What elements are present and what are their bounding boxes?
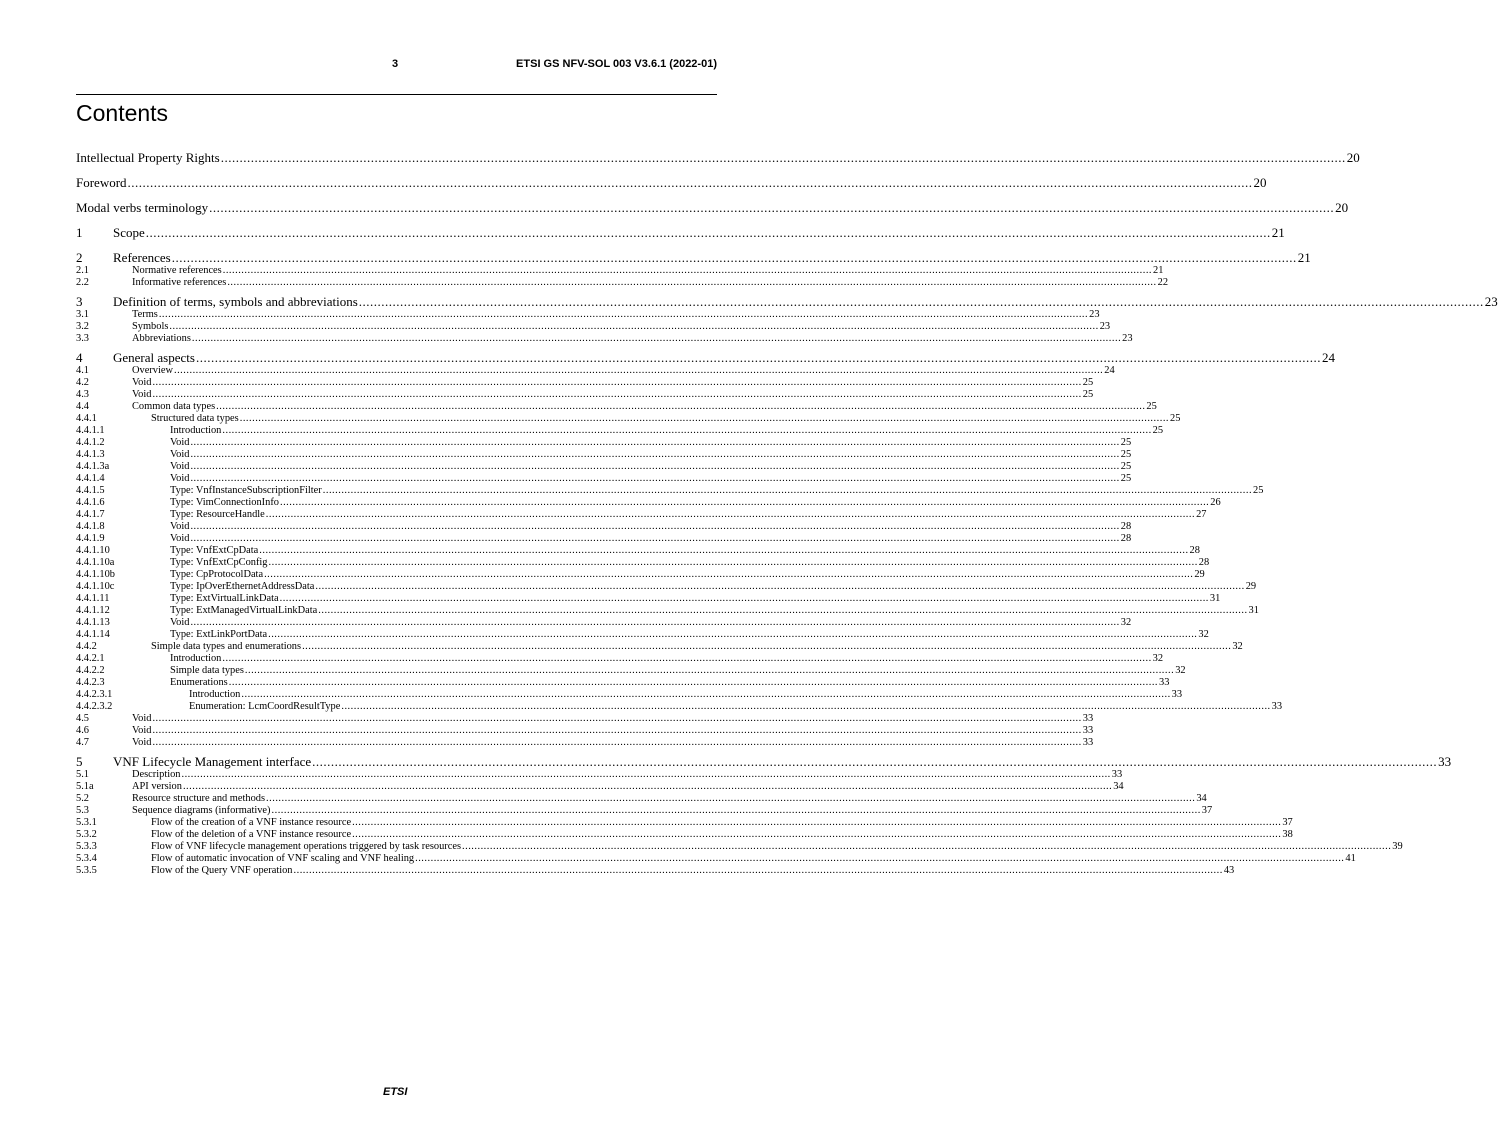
toc-entry[interactable] [76,294,1498,309]
toc-leader-dots: ............................................................................................................................................................................................................................................................................................................ [190,437,1120,448]
toc-leader-dots: ............................................................................................................................................................................................................................................................................................................ [279,497,1210,508]
toc-leader-dots: ............................................................................................................................................................................................................................................................................................................ [152,737,1082,748]
toc-entry-number: 4.4.1.3a [76,461,110,472]
toc-entry-page: 25 [1120,437,1132,448]
toc-entry-title: Void [170,437,190,448]
toc-entry[interactable] [76,225,1285,240]
toc-entry-number: 2 [76,250,83,265]
toc-leader-dots: ............................................................................................................................................................................................................................................................................................................ [341,701,1271,712]
toc-entry-title: API version [132,781,182,792]
toc-leader-dots: ............................................................................................................................................................................................................................................................................................................ [152,377,1082,388]
toc-entry-number: 5.3.2 [76,829,97,840]
page-number: 3 [392,58,399,70]
toc-entry-page: 23 [1484,294,1498,309]
toc-entry-page: 31 [1248,605,1259,616]
toc-entry-page: 41 [1345,853,1356,864]
toc-entry-page: 21 [1297,250,1311,265]
toc-entry-page: 25 [1120,461,1132,472]
toc-entry-number: 4.4.2.3.2 [76,701,113,712]
toc-entry-number: 4.4.1.4 [76,473,105,484]
toc-entry-number: 2.2 [76,277,89,288]
toc-entry[interactable] [76,557,1210,569]
toc-entry-page: 34 [1113,781,1124,792]
toc-entry[interactable] [76,701,1283,713]
toc-leader-dots: ............................................................................................................................................................................................................................................................................................................ [190,533,1120,544]
toc-entry[interactable] [76,389,1094,401]
toc-entry[interactable] [76,150,1360,165]
toc-leader-dots: ............................................................................................................................................................................................................................................................................................................ [228,677,1159,688]
toc-leader-dots: ............................................................................................................................................................................................................................................................................................................ [173,365,1104,376]
toc-leader-dots: ............................................................................................................................................................................................................................................................................................................ [462,841,1392,852]
toc-leader-dots: ............................................................................................................................................................................................................................................................................................................ [190,521,1120,532]
toc-entry[interactable] [76,521,1132,533]
toc-entry[interactable] [76,865,1235,877]
toc-entry[interactable] [76,641,1243,653]
toc-entry-number: 4.4.2.3.1 [76,689,113,700]
toc-entry-title: Void [170,533,190,544]
toc-entry-page: 33 [1111,769,1123,780]
toc-entry[interactable] [76,593,1221,605]
toc-entry[interactable] [76,533,1132,545]
toc-entry-number: 4.4.1.7 [76,509,105,520]
toc-entry-number: 5.3.3 [76,841,97,852]
toc-entry[interactable] [76,617,1132,629]
footer-etsi: ETSI [383,1086,408,1098]
toc-leader-dots: ............................................................................................................................................................................................................................................................................................................ [264,569,1194,580]
toc-leader-dots: ............................................................................................................................................................................................................................................................................................................ [293,865,1223,876]
toc-entry[interactable] [76,321,1111,333]
toc-entry[interactable] [76,401,1157,413]
toc-entry-title: General aspects [113,350,195,365]
toc-entry-page: 23 [1099,321,1111,332]
toc-leader-dots: ............................................................................................................................................................................................................................................................................................................ [181,769,1111,780]
toc-entry-page: 39 [1392,841,1403,852]
toc-entry-number: 4.4.2 [76,641,97,652]
toc-entry-title: Foreword [76,175,127,190]
toc-entry-page: 33 [1438,754,1452,769]
toc-entry-title: Void [170,617,190,628]
toc-leader-dots: ............................................................................................................................................................................................................................................................................................................ [322,485,1253,496]
toc-entry-number: 4.4.1.8 [76,521,105,532]
toc-entry-number: 4.4.2.3 [76,677,105,688]
toc-entry[interactable] [76,350,1335,365]
toc-entry-number: 4.4.1.11 [76,593,110,604]
toc-entry[interactable] [76,725,1094,737]
toc-entry-page: 37 [1282,817,1293,828]
toc-entry-number: 4.4.1 [76,413,97,424]
toc-entry[interactable] [76,437,1132,449]
toc-entry-title: Scope [113,225,145,240]
toc-entry[interactable] [76,853,1356,865]
toc-leader-dots: ............................................................................................................................................................................................................................................................................................................ [241,689,1171,700]
toc-entry-title: Void [170,461,190,472]
toc-leader-dots: ............................................................................................................................................................................................................................................................................................................ [312,754,1438,769]
toc-entry-number: 3.3 [76,333,89,344]
toc-entry-number: 4.5 [76,713,89,724]
toc-entry-title: Void [132,389,152,400]
toc-leader-dots: ............................................................................................................................................................................................................................................................................................................ [209,200,1335,215]
toc-entry-title: Void [170,473,190,484]
toc-entry-title: Void [132,725,152,736]
toc-entry-number: 5.2 [76,793,89,804]
toc-entry-page: 33 [1082,737,1094,748]
toc-entry-number: 3.2 [76,321,89,332]
toc-entry-page: 20 [1346,150,1360,165]
toc-entry-page: 43 [1223,865,1235,876]
toc-entry-number: 4.4.2.2 [76,665,105,676]
toc-entry-page: 24 [1321,350,1335,365]
toc-entry-number: 4.4.1.6 [76,497,105,508]
toc-leader-dots: ............................................................................................................................................................................................................................................................................................................ [259,545,1189,556]
toc-entry-title: Type: CpProtocolData [170,569,264,580]
toc-entry-title: Void [132,377,152,388]
toc-entry-title: Introduction [189,689,241,700]
toc-entry-page: 25 [1170,413,1181,424]
toc-entry[interactable] [76,200,1349,215]
toc-entry[interactable] [76,413,1181,425]
toc-leader-dots: ............................................................................................................................................................................................................................................................................................................ [191,333,1122,344]
toc-leader-dots: ............................................................................................................................................................................................................................................................................................................ [271,805,1201,816]
toc-entry[interactable] [76,365,1115,377]
toc-leader-dots: ............................................................................................................................................................................................................................................................................................................ [195,350,1321,365]
toc-entry[interactable] [76,175,1267,190]
toc-entry[interactable] [76,277,1169,289]
toc-entry-number: 4.4.1.10a [76,557,115,568]
toc-entry[interactable] [76,461,1132,473]
toc-leader-dots: ............................................................................................................................................................................................................................................................................................................ [152,389,1082,400]
toc-leader-dots: ............................................................................................................................................................................................................................................................................................................ [182,781,1113,792]
toc-entry-page: 29 [1194,569,1205,580]
toc-entry-title: Description [132,769,181,780]
toc-entry-page: 25 [1152,425,1164,436]
toc-entry-number: 4.4.1.10b [76,569,115,580]
toc-leader-dots: ............................................................................................................................................................................................................................................................................................................ [315,581,1245,592]
toc-entry-title: Flow of the deletion of a VNF instance resource [151,829,352,840]
toc-leader-dots: ............................................................................................................................................................................................................................................................................................................ [222,653,1152,664]
toc-entry-title: VNF Lifecycle Management interface [113,754,312,769]
toc-entry[interactable] [76,805,1213,817]
toc-leader-dots: ............................................................................................................................................................................................................................................................................................................ [220,150,1346,165]
toc-entry-number: 4.4.1.5 [76,485,105,496]
toc-entry-title: Sequence diagrams (informative) [132,805,271,816]
toc-entry[interactable] [76,333,1133,345]
toc-entry-title: Terms [132,309,158,320]
toc-entry[interactable] [76,829,1293,841]
toc-entry-page: 26 [1210,497,1221,508]
toc-leader-dots: ............................................................................................................................................................................................................................................................................................................ [239,413,1170,424]
toc-entry-title: Enumerations [170,677,228,688]
toc-entry-title: Type: VimConnectionInfo [170,497,279,508]
toc-entry-page: 37 [1201,805,1213,816]
toc-entry[interactable] [76,485,1264,497]
toc-entry[interactable] [76,497,1221,509]
document-id: ETSI GS NFV-SOL 003 V3.6.1 (2022-01) [516,58,717,70]
toc-entry-title: Modal verbs terminology [76,200,209,215]
toc-entry-number: 3 [76,294,83,309]
toc-entry-title: Void [132,713,152,724]
toc-entry-number: 4.4.1.12 [76,605,110,616]
toc-entry[interactable] [76,509,1207,521]
toc-entry-title: Structured data types [151,413,239,424]
toc-entry-title: Flow of the Query VNF operation [151,865,293,876]
toc-entry-page: 28 [1120,521,1132,532]
toc-entry[interactable] [76,569,1205,581]
toc-entry-page: 25 [1253,485,1264,496]
toc-leader-dots: ............................................................................................................................................................................................................................................................................................................ [127,175,1253,190]
toc-entry[interactable] [76,545,1200,557]
toc-entry-title: Abbreviations [132,333,191,344]
toc-entry-title: Type: ExtManagedVirtualLinkData [170,605,318,616]
toc-entry-page: 24 [1104,365,1115,376]
toc-entry-page: 29 [1245,581,1257,592]
toc-entry-title: Type: VnfExtCpConfig [170,557,268,568]
toc-entry[interactable] [76,781,1124,793]
toc-leader-dots: ............................................................................................................................................................................................................................................................................................................ [171,250,1297,265]
toc-entry-page: 32 [1232,641,1243,652]
toc-entry-page: 31 [1209,593,1221,604]
toc-leader-dots: ............................................................................................................................................................................................................................................................................................................ [415,853,1345,864]
toc-entry[interactable] [76,265,1164,277]
toc-leader-dots: ............................................................................................................................................................................................................................................................................................................ [190,461,1120,472]
toc-leader-dots: ............................................................................................................................................................................................................................................................................................................ [352,817,1282,828]
toc-entry-page: 21 [1271,225,1285,240]
toc-entry-title: Informative references [132,277,227,288]
toc-entry-page: 34 [1196,793,1207,804]
toc-entry-number: 5 [76,754,83,769]
toc-entry-title: Flow of automatic invocation of VNF scaling and VNF healing [151,853,415,864]
toc-entry-page: 25 [1082,377,1094,388]
header-rule [76,94,717,95]
toc-entry-title: Simple data types and enumerations [151,641,302,652]
toc-leader-dots: ............................................................................................................................................................................................................................................................................................................ [268,557,1198,568]
toc-leader-dots: ............................................................................................................................................................................................................................................................................................................ [358,294,1484,309]
toc-leader-dots: ............................................................................................................................................................................................................................................................................................................ [266,793,1196,804]
toc-entry[interactable] [76,713,1094,725]
toc-entry[interactable] [76,309,1100,321]
toc-entry-page: 33 [1171,689,1183,700]
toc-leader-dots: ............................................................................................................................................................................................................................................................................................................ [279,593,1209,604]
toc-entry-title: Resource structure and methods [132,793,266,804]
toc-entry-page: 22 [1157,277,1169,288]
toc-entry-number: 4.4.1.13 [76,617,110,628]
toc-entry-number: 5.3.1 [76,817,97,828]
toc-leader-dots: ............................................................................................................................................................................................................................................................................................................ [190,449,1120,460]
toc-entry-title: Intellectual Property Rights [76,150,220,165]
toc-entry-number: 1 [76,225,83,240]
toc-entry-number: 4.1 [76,365,89,376]
toc-entry-page: 23 [1122,333,1133,344]
toc-entry-page: 38 [1282,829,1293,840]
toc-entry-page: 33 [1271,701,1283,712]
toc-leader-dots: ............................................................................................................................................................................................................................................................................................................ [244,665,1175,676]
toc-entry-number: 4.2 [76,377,89,388]
toc-leader-dots: ............................................................................................................................................................................................................................................................................................................ [352,829,1282,840]
toc-entry-title: Void [132,737,152,748]
toc-entry-number: 4.7 [76,737,89,748]
toc-entry-number: 5.3.4 [76,853,97,864]
toc-entry-page: 33 [1159,677,1170,688]
toc-entry[interactable] [76,769,1123,781]
toc-entry-number: 5.3 [76,805,89,816]
toc-entry-page: 28 [1189,545,1200,556]
toc-entry-page: 28 [1120,533,1132,544]
toc-entry-page: 25 [1120,449,1132,460]
toc-entry-title: Introduction [170,653,222,664]
toc-entry-number: 4.4.1.10c [76,581,115,592]
toc-entry-number: 2.1 [76,265,89,276]
toc-entry-title: Void [170,449,190,460]
toc-entry-number: 4.4.1.3 [76,449,105,460]
toc-entry-title: Type: VnfInstanceSubscriptionFilter [170,485,322,496]
toc-entry-page: 25 [1146,401,1157,412]
toc-entry[interactable] [76,677,1170,689]
toc-entry[interactable] [76,581,1257,593]
toc-entry-title: Common data types [132,401,216,412]
toc-entry[interactable] [76,817,1293,829]
toc-entry-number: 4 [76,350,83,365]
toc-entry-title: Introduction [170,425,222,436]
toc-entry-number: 4.4.1.2 [76,437,105,448]
toc-entry[interactable] [76,665,1186,677]
toc-entry[interactable] [76,377,1094,389]
toc-entry-number: 4.4.1.10 [76,545,110,556]
toc-leader-dots: ............................................................................................................................................................................................................................................................................................................ [318,605,1248,616]
toc-leader-dots: ............................................................................................................................................................................................................................................................................................................ [222,265,1153,276]
toc-entry[interactable] [76,793,1207,805]
toc-entry-number: 4.4.1.1 [76,425,105,436]
toc-leader-dots: ............................................................................................................................................................................................................................................................................................................ [302,641,1232,652]
toc-leader-dots: ............................................................................................................................................................................................................................................................................................................ [190,473,1120,484]
toc-entry-title: Type: ExtLinkPortData [170,629,268,640]
toc-leader-dots: ............................................................................................................................................................................................................................................................................................................ [169,321,1099,332]
toc-entry-title: Flow of the creation of a VNF instance resource [151,817,352,828]
toc-entry[interactable] [76,737,1094,749]
toc-entry[interactable] [76,629,1209,641]
toc-entry[interactable] [76,473,1132,485]
toc-entry-page: 21 [1153,265,1164,276]
toc-leader-dots: ............................................................................................................................................................................................................................................................................................................ [190,617,1120,628]
toc-leader-dots: ............................................................................................................................................................................................................................................................................................................ [152,713,1082,724]
toc-entry-title: Simple data types [170,665,244,676]
toc-entry-page: 33 [1082,713,1094,724]
toc-leader-dots: ............................................................................................................................................................................................................................................................................................................ [145,225,1271,240]
toc-entry-title: Type: ResourceHandle [170,509,265,520]
toc-entry-title: Flow of VNF lifecycle management operations triggered by task resources [151,841,461,852]
toc-entry-title: Normative references [132,265,222,276]
toc-entry-number: 4.6 [76,725,89,736]
toc-entry-page: 20 [1253,175,1267,190]
toc-leader-dots: ............................................................................................................................................................................................................................................................................................................ [222,425,1152,436]
toc-leader-dots: ............................................................................................................................................................................................................................................................................................................ [216,401,1146,412]
toc-entry-number: 5.1 [76,769,89,780]
toc-entry[interactable] [76,425,1164,437]
toc-leader-dots: ............................................................................................................................................................................................................................................................................................................ [227,277,1157,288]
toc-entry[interactable] [76,449,1132,461]
toc-entry-page: 20 [1335,200,1349,215]
toc-entry-number: 4.3 [76,389,89,400]
toc-entry-number: 3.1 [76,309,89,320]
toc-entry-page: 25 [1082,389,1094,400]
toc-entry-number: 4.4.1.14 [76,629,110,640]
toc-entry[interactable] [76,689,1183,701]
toc-entry-page: 25 [1120,473,1132,484]
toc-entry-page: 23 [1089,309,1100,320]
toc-entry-title: Void [170,521,190,532]
toc-entry[interactable] [76,841,1403,853]
toc-entry-number: 5.3.5 [76,865,97,876]
toc-leader-dots: ............................................................................................................................................................................................................................................................................................................ [268,629,1198,640]
toc-entry-title: Enumeration: LcmCoordResultType [189,701,341,712]
toc-leader-dots: ............................................................................................................................................................................................................................................................................................................ [158,309,1089,320]
toc-entry-number: 4.4.1.9 [76,533,105,544]
toc-entry[interactable] [76,605,1259,617]
toc-leader-dots: ............................................................................................................................................................................................................................................................................................................ [152,725,1082,736]
toc-entry-page: 33 [1082,725,1094,736]
toc-entry-page: 27 [1196,509,1207,520]
toc-entry-number: 4.4.2.1 [76,653,105,664]
toc-leader-dots: ............................................................................................................................................................................................................................................................................................................ [265,509,1196,520]
toc-entry-number: 4.4 [76,401,89,412]
contents-title: Contents [76,100,169,126]
toc-entry-title: Type: IpOverEthernetAddressData [170,581,315,592]
toc-entry-number: 5.1a [76,781,94,792]
toc-entry[interactable] [76,754,1452,769]
toc-entry-title: Overview [132,365,173,376]
toc-entry-title: References [113,250,171,265]
toc-entry-page: 32 [1175,665,1186,676]
toc-entry-page: 32 [1152,653,1164,664]
toc-entry-page: 32 [1120,617,1132,628]
toc-entry-page: 28 [1198,557,1210,568]
toc-entry-title: Type: ExtVirtualLinkData [170,593,279,604]
toc-entry-page: 32 [1198,629,1209,640]
toc-entry-title: Definition of terms, symbols and abbreviations [113,294,358,309]
toc-entry[interactable] [76,653,1164,665]
toc-entry-title: Symbols [132,321,169,332]
toc-entry[interactable] [76,250,1311,265]
toc-entry-title: Type: VnfExtCpData [170,545,259,556]
